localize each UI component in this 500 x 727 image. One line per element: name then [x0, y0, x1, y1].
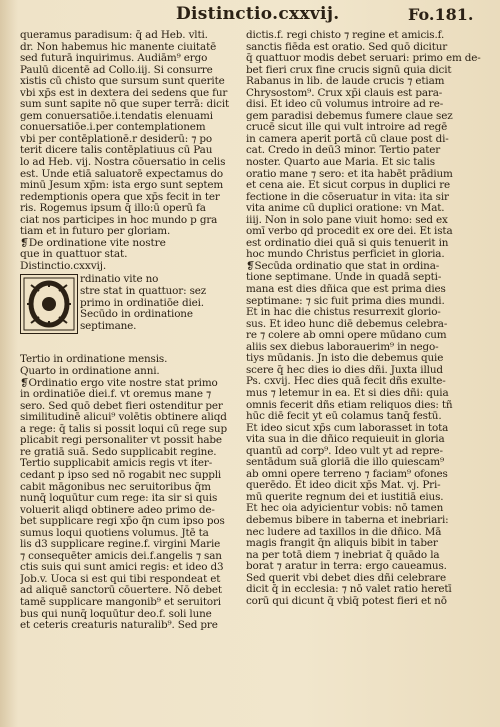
text-line: sumus loqui quotiens volumus. Jtē ta [20, 527, 209, 539]
text-line: cedant p ipso sed nō rogabit nec suppli [20, 469, 222, 481]
text-line: hoc mundo Christus perficiet in gloria. [246, 249, 445, 261]
text-line: lis d3 supplicare regine.f. virgini Marie [20, 539, 221, 551]
text-line: Secūdo in ordinatione [80, 309, 193, 321]
text-line: dicit q̄ in ecclesia: ⁊ nō valet ratio heretī [246, 584, 452, 596]
text-line: tiam et in futuro per gloriam. [20, 226, 171, 238]
text-line: est ordinatio diei quā si quis tenuerit in [246, 237, 449, 249]
text-line: ❡Secūda ordinatio que stat in ordina- [246, 260, 440, 272]
text-line: bus qui nunq̄ loquūtur deo.f. soli lune [20, 608, 212, 620]
initial-block [20, 274, 238, 354]
text-line: et ceteris creaturis naturalib⁹. Sed pre [20, 620, 218, 632]
text-line: et cena aie. Et sicut corpus in duplici re [246, 180, 451, 192]
text-line: plicabit regi personaliter vt possit habe [20, 435, 222, 447]
text-line: mus ⁊ letemur in ea. Et si dies dñi: quia [246, 387, 449, 399]
text-line: cabit māgonibus nec seruitoribus q̄m [20, 481, 211, 493]
text-line: oratio mane ⁊ sero: et ita habēt prādium [246, 168, 453, 180]
text-line: Job.v. Uoca si est qui tibi respondeat et [20, 573, 221, 585]
text-line: in ordinatiōe diei.f. vt oremus mane ⁊ [20, 389, 211, 401]
text-line: Rabanus in lib. de laude crucis ⁊ etiam [246, 76, 445, 88]
left-column [20, 30, 238, 720]
right-column [246, 30, 482, 720]
section-heading [20, 238, 238, 273]
text-line: redemptionis opera que xp̄s fecit in ter [20, 191, 220, 203]
text-line: bet supplicare regi xp̄o q̄n cum ipso pos [20, 516, 225, 528]
text-line: re gratiā suā. Sedo supplicabit regine. [20, 446, 217, 458]
text-line: dr. Non habemus hic manente ciuitatē [20, 41, 217, 53]
text-line: vbi xp̄s est in dextera dei sedens que fur [20, 87, 228, 99]
text-line: sum sunt sapite nō que super terrā: dicit [20, 99, 230, 111]
text-line: est. Unde etiā saluatorē expectamus do [20, 168, 223, 180]
text-line: sanctis fiēda est oratio. Sed quō dicitur [246, 41, 448, 53]
text-line: vita anime cū duplici oratione: vn Mat. [246, 203, 445, 215]
text-line: in camera aperit portā cū claue post di- [246, 133, 449, 145]
text-line: septimane: ⁊ sic fuit prima dies mundi. [246, 295, 445, 307]
text-line: mana est dies dñica que est prima dies [246, 284, 446, 296]
text-line: Ps. cxvij. Hec dies quā fecit dñs exulte- [246, 376, 446, 388]
text-line: conuersatiōe.i.per contemplationem [20, 122, 206, 134]
text-line: xistis cū cħisto que sursum sunt querite [20, 76, 225, 88]
initial-lines [80, 274, 240, 332]
text-line: Chrysostom⁹. Crux xp̄i clauis est para- [246, 87, 443, 99]
text-line: que in quattuor stat. [20, 249, 128, 261]
text-line: ⁊ consequēter amicis dei.f.angelis ⁊ san [20, 550, 222, 562]
text-line: hūc diē fecit yt eū colamus tanq̄ festū. [246, 411, 442, 423]
text-line: noster. Quarto aue Maria. Et sic talis [246, 157, 435, 169]
text-line: disi. Et ideo cū volumus introire ad re- [246, 99, 444, 111]
text-line: tiys mūdanis. Jn isto die debemus quie [246, 353, 444, 365]
text-line: ris. Rogemus ipsum q̄ illo:ū operū fa [20, 203, 206, 215]
text-line: sentādum suā gloriā die illo quiescam⁹ [246, 457, 445, 469]
text-line: nunq̄ loquūtur cum rege: ita sir si quis [20, 493, 218, 505]
text-line: magis frangit q̄n aliquis bibit in taber [246, 538, 438, 550]
text-line: Tertio in ordinatione mensis. [20, 354, 168, 366]
left-column-text-bottom [20, 354, 238, 631]
text-line: rdinatio vite no [80, 274, 159, 286]
text-line: minū Jesum xp̄m: ista ergo sunt septem [20, 180, 224, 192]
running-head: Distinctio.cxxvij. [176, 4, 340, 24]
text-line: sero. Sed quō debet fieri ostenditur per [20, 400, 223, 412]
text-line: lo ad Heb. vij. Nostra cōuersatio in celis [20, 157, 226, 169]
text-line: bet fieri crux fine crucis signū quia dicit [246, 64, 452, 76]
text-line: corū qui dicunt q̄ vbiq̄ potest fieri et nō [246, 595, 447, 607]
text-line: ❡De ordinatione vite nostre [20, 237, 166, 249]
text-line: quantū ad corp⁹. Ideo vult yt ad repre- [246, 445, 443, 457]
text-line: tamē supplicare mangonib⁹ et seruitori [20, 596, 221, 608]
text-line: nec ludere ad taxillos in die dñico. Mā [246, 526, 442, 538]
left-column-text-top [20, 30, 238, 238]
text-line: ad aliquē sanctorū cōuertere. Nō debet [20, 585, 222, 597]
text-line: crucē sicut ille qui vult introire ad regē [246, 122, 448, 134]
text-line: dictis.f. regi chisto ⁊ regine et amicis.f. [246, 30, 445, 41]
text-line: queramus paradisum: q̄ ad Heb. vlti. [20, 30, 208, 41]
text-line: sus. Et ideo hunc diē debemus celebra- [246, 318, 448, 330]
text-line: stre stat in quattuor: sez [80, 286, 207, 298]
text-line: Paulū dicentē ad Collo.iij. Si consurre [20, 64, 213, 76]
text-line: vita sua in die dñico requieuit in gloria [246, 434, 445, 446]
text-line: ctis suis qui sunt amici regis: et ideo d3 [20, 562, 224, 574]
text-line: ciat nos participes in hoc mundo p gra [20, 214, 218, 226]
text-line: na per totā diem ⁊ inebriat q̄ quādo la [246, 549, 440, 561]
text-line: aliis sex diebus laborauerim⁹ in nego- [246, 341, 439, 353]
text-line: terit dicere talis contēplatiuus cū Pau [20, 145, 213, 157]
text-line: primo in ordinatiōe diei. [80, 297, 204, 309]
text-line: cat. Credo in deū3 minor. Tertio pater [246, 145, 441, 157]
text-line: Et in hac die chistus resurrexit glorio- [246, 307, 441, 319]
text-line: septimane. [80, 320, 137, 332]
text-line: omī verbo qḋ procedit ex ore dei. Et ista [246, 226, 453, 238]
folio-number: Fo.181. [408, 5, 474, 24]
text-line: Tertio supplicabit amicis regis vt iter- [20, 458, 213, 470]
text-line: debemus bibere in taberna et inebriari: [246, 514, 449, 526]
text-line: tione septimane. Unde in quadā septi- [246, 272, 442, 284]
text-line: gem conuersatiōe.i.tendatis elenuami [20, 110, 213, 122]
text-line: similitudinē alicui⁹ volētis obtinere aliqḋ [20, 412, 227, 424]
text-line: scere q̄ hec dies io dies dñi. Juxta illud [246, 364, 443, 376]
text-line: vbi per contēplationē.r desiderū: ⁊ po [20, 133, 213, 145]
page-header [0, 4, 500, 30]
text-line: ❡Ordinatio ergo vite nostre stat primo [20, 377, 218, 389]
text-line: borat ⁊ aratur in terra: ergo caueamus. [246, 561, 447, 573]
text-line: gem paradisi debemus fumere claue sez [246, 110, 453, 122]
text-line: sed futurā inquirimus. Audiām⁹ ergo [20, 53, 208, 65]
text-line: Distinctio.cxxvij. [20, 260, 107, 272]
text-line: omnis fecerit dñs etiam reliquos dies: tñ [246, 399, 453, 411]
right-column-text [246, 30, 482, 607]
text-line: mū querite regnum dei et iustitiā eius. [246, 491, 444, 503]
text-line: a rege: q̄ talis si possit loqui cū rege sup [20, 423, 227, 435]
text-line: q̄ quattuor modis debet seruari: primo em de- [246, 53, 481, 65]
text-line: fectione in die cōseruatur in vita: ita sir [246, 191, 449, 203]
text-line: re ⁊ colere ab omni opere mūdano cum [246, 330, 447, 342]
decorated-initial-icon [20, 274, 78, 334]
text-line: Sed querit vbi debet dies dñi celebrare [246, 572, 446, 584]
text-line: ab omni opere terreno ⁊ faciam⁹ ofones [246, 468, 448, 480]
text-line: Et ideo sicut xp̄s cum laborasset in tota [246, 422, 449, 434]
text-line: Quarto in ordinatione anni. [20, 366, 160, 378]
text-line: voluerit aliqḋ obtinere adeo primo de- [20, 504, 215, 516]
text-line: Et hec oia adyicientur vobis: nō tamen [246, 503, 444, 515]
text-line: iiij. Non in solo pane viuit homo: sed ex [246, 214, 448, 226]
text-line: querēdo. Et ideo dicit xp̄s Mat. vj. Pri- [246, 480, 441, 492]
